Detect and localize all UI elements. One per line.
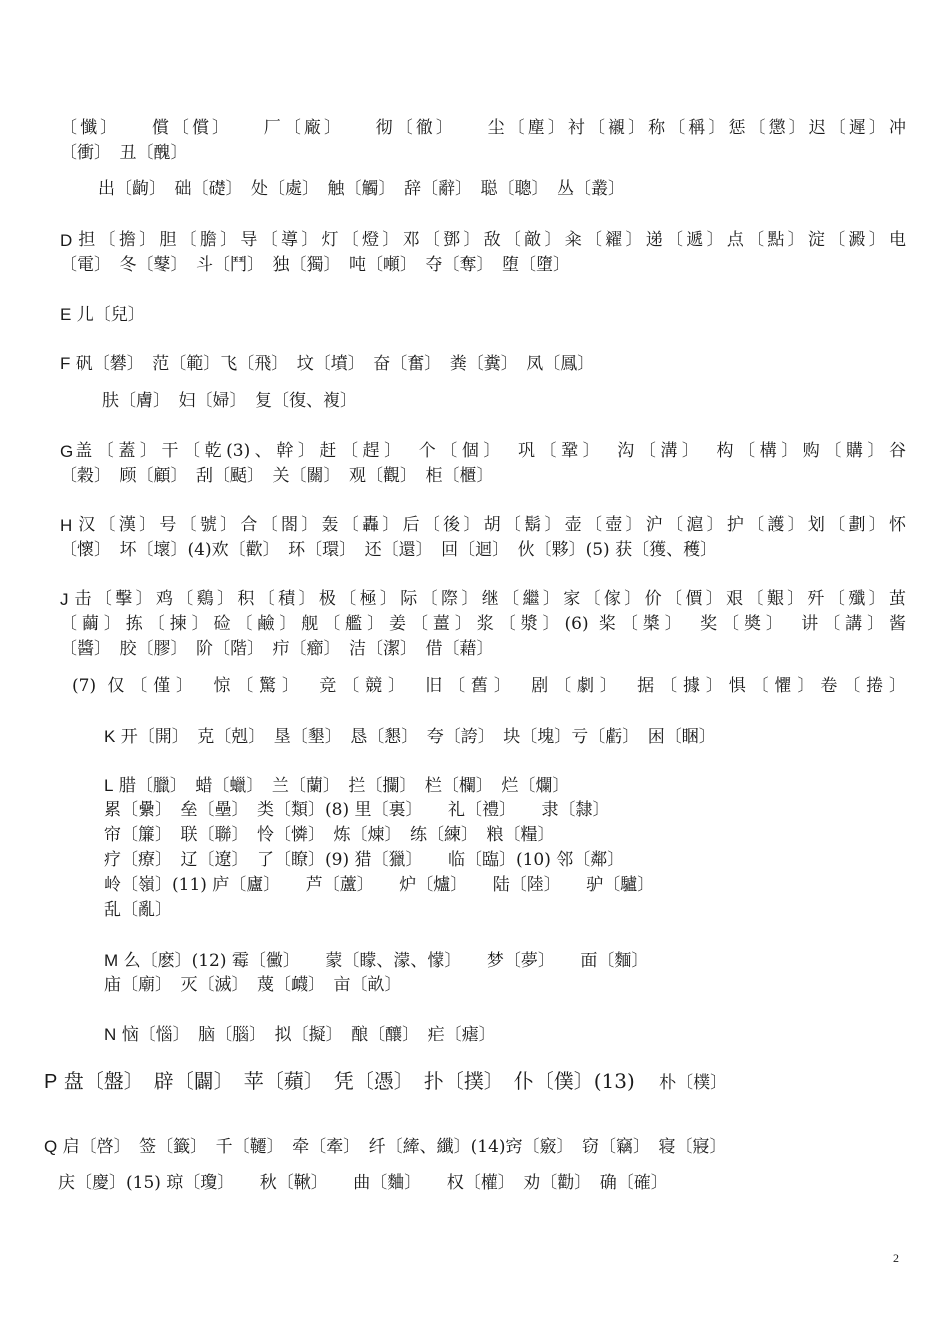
- text-line-d2: 〔電〕 冬〔鼕〕 斗〔鬥〕 独〔獨〕 吨〔噸〕 夺〔奪〕 堕〔墮〕: [60, 255, 570, 275]
- section-letter-d: D: [60, 231, 73, 250]
- section-k-line: [104, 724, 716, 750]
- text-line-l1: 腊〔臘〕 蜡〔蠟〕 兰〔蘭〕 拦〔攔〕 栏〔欄〕 烂〔爛〕: [118, 776, 570, 796]
- section-l-line-1: [104, 773, 569, 799]
- text-line-m1: 么〔麽〕(12) 霉〔黴〕 蒙〔矇、濛、懞〕 梦〔夢〕 面〔麵〕: [123, 951, 649, 971]
- text-line-q2: 庆〔慶〕(15) 琼〔瓊〕 秋〔鞦〕 曲〔麯〕 权〔權〕 劝〔勸〕 确〔確〕: [58, 1173, 668, 1193]
- text-line-g2: 〔穀〕 顾〔顧〕 刮〔颳〕 关〔關〕 观〔觀〕 柜〔櫃〕: [60, 466, 494, 486]
- section-d-line-1: [60, 228, 906, 253]
- page-number: 2: [893, 1251, 899, 1265]
- section-q-line-1: [44, 1134, 727, 1160]
- section-g-line-1: [60, 439, 906, 464]
- section-letter-n: N: [104, 1025, 117, 1044]
- text-line-l4: 疗〔療〕 辽〔遼〕 了〔瞭〕(9) 猎〔獵〕 临〔臨〕(10) 邻〔鄰〕: [104, 850, 625, 870]
- section-letter-k: K: [104, 727, 116, 746]
- section-letter-f: F: [60, 354, 71, 373]
- text-line-p1: 盘〔盤〕 辟〔闢〕 苹〔蘋〕 凭〔憑〕 扑〔撲〕 仆〔僕〕(13): [63, 1069, 635, 1093]
- text-line-n1: 恼〔惱〕 脑〔腦〕 拟〔擬〕 酿〔釀〕 疟〔瘧〕: [121, 1025, 496, 1045]
- section-letter-q: Q: [44, 1137, 58, 1156]
- section-letter-h: H: [60, 516, 73, 535]
- text-line-f2: 肤〔膚〕 妇〔婦〕 复〔復、複〕: [102, 391, 357, 411]
- text-line-e1: 儿〔兒〕: [76, 305, 145, 325]
- section-j-line-1: [60, 587, 906, 612]
- text-line-c1: 〔懺〕 償〔償〕 厂〔廠〕 彻〔徹〕 尘〔塵〕衬〔襯〕称〔稱〕惩〔懲〕迟〔遲〕冲: [60, 118, 906, 138]
- section-e-line: [60, 302, 145, 328]
- section-f-line-1: [60, 351, 594, 377]
- text-line-j3: 〔醬〕 胶〔膠〕 阶〔階〕 疖〔癤〕 洁〔潔〕 借〔藉〕: [60, 639, 494, 659]
- section-m-line-1: [104, 948, 648, 974]
- section-letter-e: E: [60, 305, 72, 324]
- section-n-line: [104, 1022, 496, 1048]
- section-letter-l: L: [104, 776, 114, 795]
- text-line-j4: (7) 仅〔僅〕 惊〔驚〕 竞〔競〕 旧〔舊〕 剧〔劇〕 据〔據〕惧〔懼〕卷〔捲〕: [72, 676, 906, 696]
- text-line-c3: 出〔齣〕 础〔礎〕 处〔處〕 触〔觸〕 辞〔辭〕 聪〔聰〕 丛〔叢〕: [98, 179, 625, 199]
- section-letter-p: P: [44, 1071, 58, 1093]
- text-line-j2: 〔繭〕拣〔揀〕硷〔鹼〕舰〔艦〕姜〔薑〕浆〔漿〕(6) 桨〔槳〕 奖〔奬〕 讲〔講〕酱: [60, 614, 906, 634]
- text-line-m2: 庙〔廟〕 灭〔滅〕 蔑〔衊〕 亩〔畝〕: [104, 975, 402, 995]
- section-p-line: [44, 1066, 727, 1098]
- text-line-l5: 岭〔嶺〕(11) 庐〔廬〕 芦〔蘆〕 炉〔爐〕 陆〔陸〕 驴〔驢〕: [104, 875, 655, 895]
- text-line-q1: 启〔啓〕 签〔籤〕 千〔韆〕 牵〔牽〕 纤〔縴、纖〕(14)窍〔竅〕 窃〔竊〕 寝〔寢〕: [62, 1137, 727, 1157]
- text-line-h2: 〔懷〕 坏〔壞〕(4)欢〔歡〕 环〔環〕 还〔還〕 回〔迴〕 伙〔夥〕(5) 获〔獲、穫〕: [60, 540, 718, 560]
- section-letter-m: M: [104, 951, 119, 970]
- text-line-g1: 盖〔蓋〕干〔乾(3)、幹〕赶〔趕〕 个〔個〕 巩〔鞏〕 沟〔溝〕 构〔構〕购〔購〕谷: [75, 441, 906, 461]
- text-line-h1: 汉〔漢〕号〔號〕合〔閤〕轰〔轟〕后〔後〕胡〔鬍〕壶〔壺〕沪〔滬〕护〔護〕划〔劃〕怀: [78, 515, 906, 535]
- text-line-l6: 乱〔亂〕: [104, 900, 172, 920]
- text-line-c2: 〔衝〕 丑〔醜〕: [60, 143, 188, 163]
- text-line-k1: 开〔開〕 克〔剋〕 垦〔墾〕 恳〔懇〕 夸〔誇〕 块〔塊〕亏〔虧〕 困〔睏〕: [120, 727, 716, 747]
- text-line-j1: 击〔擊〕鸡〔鷄〕积〔積〕极〔極〕际〔際〕继〔繼〕家〔傢〕价〔價〕艰〔艱〕歼〔殲〕茧: [74, 589, 906, 609]
- section-h-line-1: [60, 513, 906, 538]
- text-line-l3: 帘〔簾〕 联〔聯〕 怜〔憐〕 炼〔煉〕 练〔練〕 粮〔糧〕: [104, 825, 555, 845]
- text-line-d1: 担〔擔〕胆〔膽〕导〔導〕灯〔燈〕邓〔鄧〕敌〔敵〕籴〔糴〕递〔遞〕点〔點〕淀〔澱〕电: [78, 230, 906, 250]
- section-letter-g: G: [60, 442, 74, 461]
- section-letter-j: J: [60, 590, 69, 609]
- text-line-p2: 朴〔樸〕: [659, 1073, 728, 1093]
- text-line-f1: 矾〔礬〕 范〔範〕飞〔飛〕 坟〔墳〕 奋〔奮〕 粪〔糞〕 凤〔鳳〕: [75, 354, 595, 374]
- text-line-l2: 累〔纍〕 垒〔壘〕 类〔類〕(8) 里〔裏〕 礼〔禮〕 隶〔隸〕: [104, 800, 610, 820]
